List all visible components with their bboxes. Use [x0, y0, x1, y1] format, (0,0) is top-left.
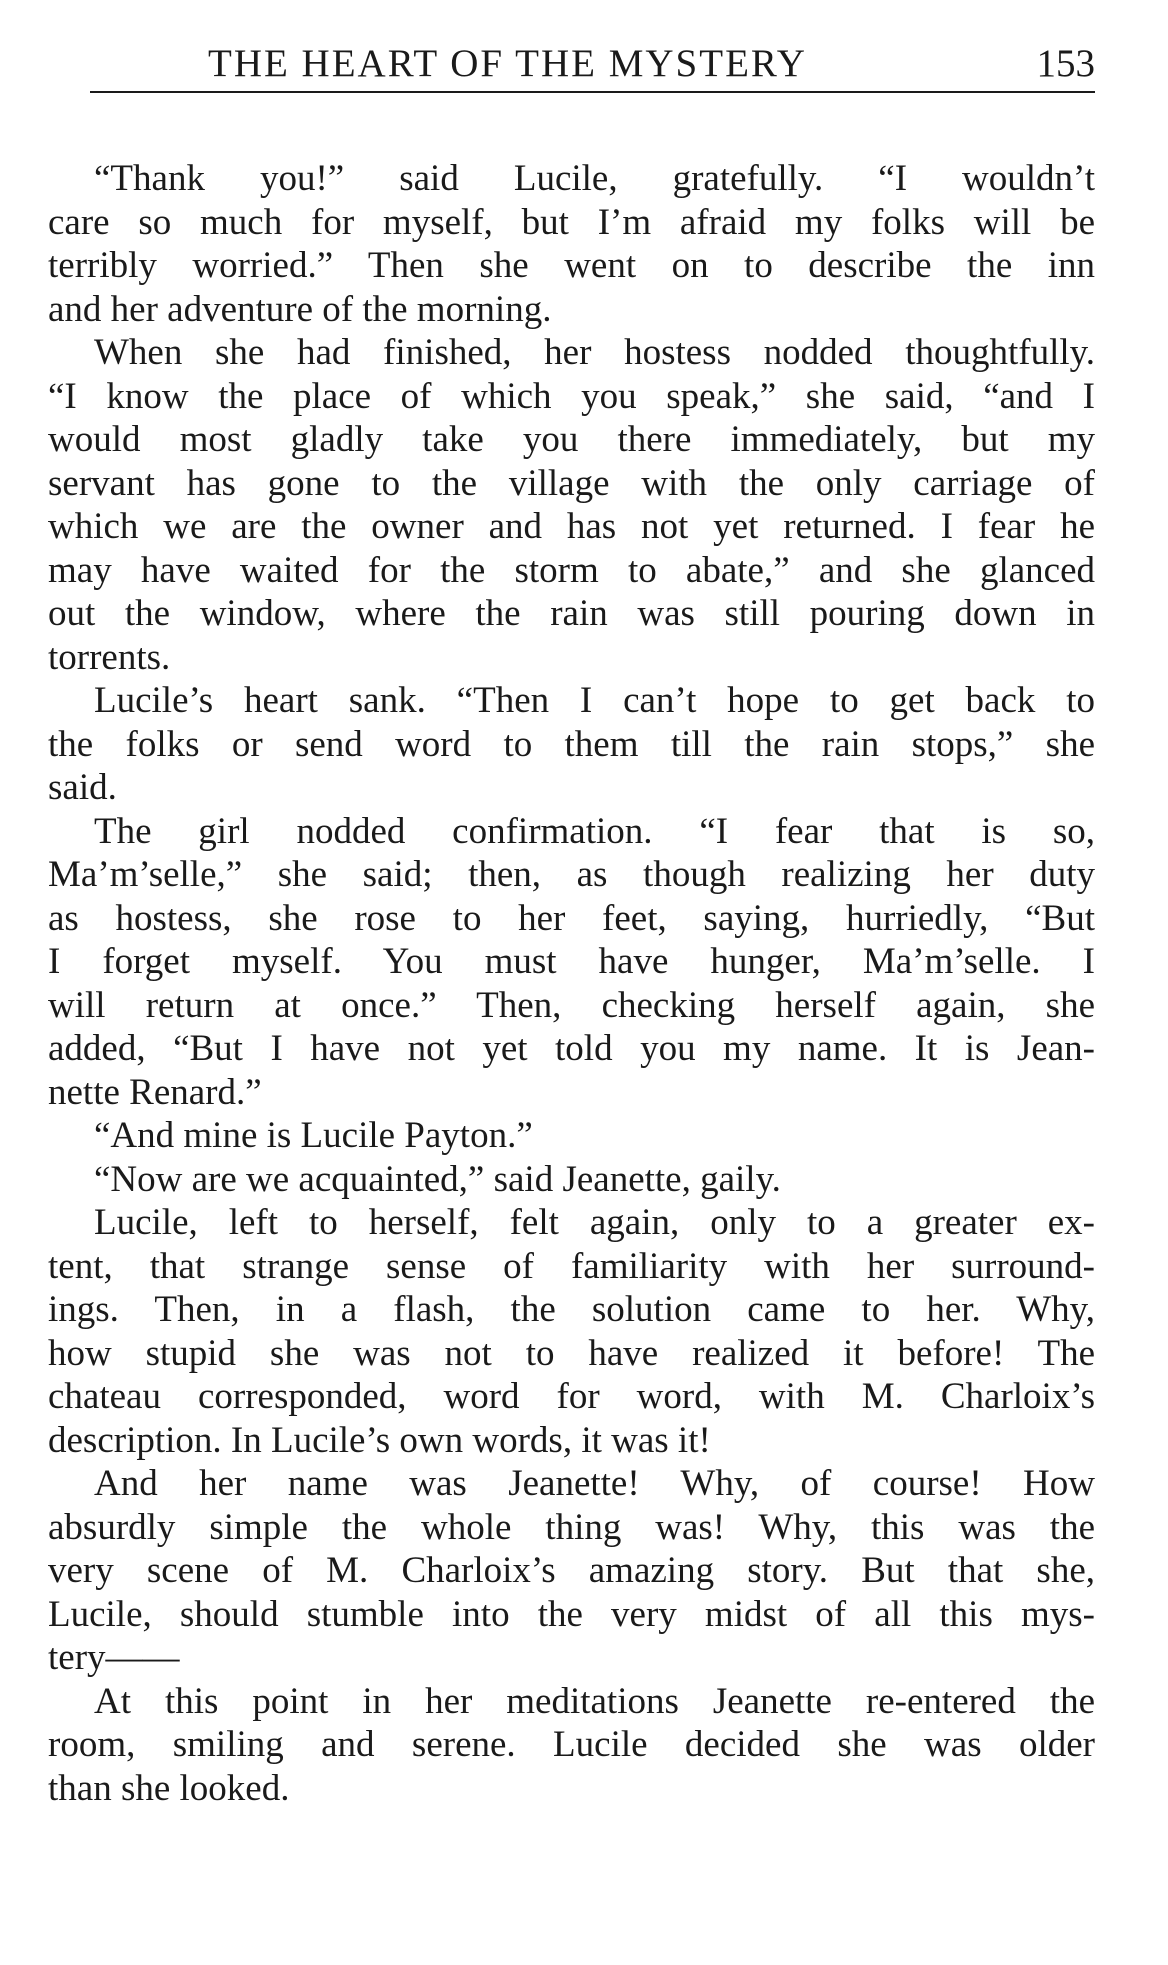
text-line: “Thank you!” said Lucile, gratefully. “I wouldn’t [94, 158, 1095, 199]
text-line: Lucile, should stumble into the very midst of all this mys- [48, 1593, 1095, 1635]
text-line: added, “But I have not yet told you my name. It is Jean- [48, 1028, 1095, 1069]
text-line: chateau corresponded, word for word, with M. Charloix’s [48, 1376, 1095, 1417]
text-line: The girl nodded confirmation. “I fear that is so, [94, 810, 1095, 852]
header-rule [90, 91, 1095, 93]
text-line: out the window, where the rain was still pouring down in [48, 593, 1095, 634]
text-line: Lucile’s heart sank. “Then I can’t hope to get back to [94, 680, 1095, 721]
text-line: absurdly simple the whole thing was! Why, this was the [48, 1506, 1095, 1548]
paragraph-4 [48, 810, 1095, 1115]
text-line: may have waited for the storm to abate,” and she glanced [48, 549, 1095, 591]
text-line: At this point in her meditations Jeanette re-entered the [94, 1680, 1095, 1722]
text-line: very scene of M. Charloix’s amazing story. But that she, [48, 1550, 1095, 1591]
text-line: would most gladly take you there immediately, but my [48, 419, 1095, 460]
body-text [48, 157, 1095, 1810]
text-line: description. In Lucile’s own words, it was it! [48, 1419, 711, 1461]
text-line: the folks or send word to them till the rain stops,” she [48, 723, 1095, 765]
text-line: tent, that strange sense of familiarity with her surround- [48, 1245, 1095, 1287]
text-line: room, smiling and serene. Lucile decided she was older [48, 1724, 1095, 1765]
paragraph-7 [48, 1201, 1095, 1462]
text-line: and her adventure of the morning. [48, 288, 552, 330]
text-line: “I know the place of which you speak,” she said, “and I [48, 375, 1095, 417]
text-line: care so much for myself, but I’m afraid my folks will be [48, 201, 1095, 243]
paragraph-5 [48, 1114, 1095, 1158]
text-line: “Now are we acquainted,” said Jeanette, gaily. [94, 1158, 781, 1200]
text-line: how stupid she was not to have realized it before! The [48, 1332, 1095, 1374]
text-line: When she had finished, her hostess nodded thoughtfully. [94, 332, 1095, 373]
text-line: Ma’m’selle,” she said; then, as though realizing her duty [48, 854, 1095, 895]
running-title: THE HEART OF THE MYSTERY [208, 42, 807, 85]
text-line: said. [48, 767, 117, 808]
text-line: than she looked. [48, 1767, 290, 1809]
text-line: And her name was Jeanette! Why, of course! How [94, 1463, 1095, 1504]
text-line: will return at once.” Then, checking herself again, she [48, 984, 1095, 1026]
paragraph-3 [48, 679, 1095, 810]
page-number: 153 [1036, 42, 1095, 85]
text-line: terribly worried.” Then she went on to describe the inn [48, 245, 1095, 286]
paragraph-6 [48, 1158, 1095, 1202]
text-line: nette Renard.” [48, 1071, 262, 1113]
text-line: servant has gone to the village with the only carriage of [48, 462, 1095, 504]
text-line: as hostess, she rose to her feet, saying, hurriedly, “But [48, 897, 1095, 939]
running-head [90, 40, 1095, 92]
paragraph-8 [48, 1462, 1095, 1680]
paragraph-9 [48, 1680, 1095, 1811]
text-line: tery—— [48, 1637, 180, 1678]
text-line: “And mine is Lucile Payton.” [94, 1115, 533, 1156]
text-line: torrents. [48, 636, 171, 678]
text-line: I forget myself. You must have hunger, Ma’m’selle. I [48, 941, 1095, 982]
text-line: which we are the owner and has not yet returned. I fear he [48, 506, 1095, 547]
text-line: Lucile, left to herself, felt again, only to a greater ex- [94, 1202, 1095, 1243]
text-line: ings. Then, in a flash, the solution came to her. Why, [48, 1289, 1095, 1330]
paragraph-2 [48, 331, 1095, 679]
paragraph-1 [48, 157, 1095, 331]
